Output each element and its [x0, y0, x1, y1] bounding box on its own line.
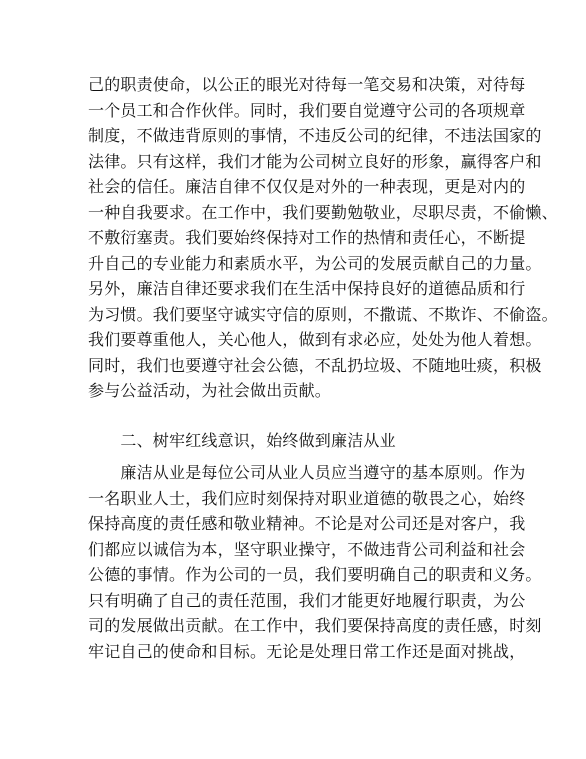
paragraph-integrity-self-discipline	[88, 72, 558, 404]
text-line: 保持高度的责任感和敬业精神。不论是对公司还是对客户，我	[88, 514, 526, 533]
text-line: 社会的信任。廉洁自律不仅仅是对外的一种表现，更是对内的	[88, 177, 526, 196]
text-line: 司的发展做出贡献。在工作中，我们要保持高度的责任感，时刻	[88, 616, 542, 635]
text-line: 参与公益活动，为社会做出贡献。	[88, 381, 332, 400]
text-line: 同时，我们也要遵守社会公德，不乱扔垃圾、不随地吐痰，积极	[88, 355, 542, 375]
section-heading-text: 二、树牢红线意识，始终做到廉洁从业	[88, 431, 396, 450]
text-line: 我们要尊重他人，关心他人，做到有求必应，处处为他人着想。	[88, 330, 542, 349]
text-line: 升自己的专业能力和素质水平，为公司的发展贡献自己的力量。	[88, 253, 542, 273]
text-line: 不敷衍塞责。我们要始终保持对工作的热情和责任心，不断提	[88, 228, 526, 247]
text-line: 为习惯。我们要坚守诚实守信的原则，不撒谎、不欺诈、不偷盗。	[88, 304, 558, 324]
text-line: 公德的事情。作为公司的一员，我们要明确自己的职责和义务。	[88, 565, 542, 584]
section-heading	[88, 428, 508, 454]
text-line: 法律。只有这样，我们才能为公司树立良好的形象，赢得客户和	[88, 151, 542, 171]
text-line: 一名职业人士，我们应时刻保持对职业道德的敬畏之心，始终	[88, 488, 526, 508]
text-line: 一个员工和合作伙伴。同时，我们要自觉遵守公司的各项规章	[88, 100, 526, 120]
text-line: 牢记自己的使命和目标。无论是处理日常工作还是面对挑战，	[88, 641, 526, 661]
paragraph-integrity-practice	[88, 460, 542, 664]
text-line: 廉洁从业是每位公司从业人员应当遵守的基本原则。作为	[88, 463, 526, 482]
text-line: 己的职责使命，以公正的眼光对待每一笔交易和决策，对待每	[88, 75, 526, 94]
text-line: 们都应以诚信为本，坚守职业操守，不做违背公司利益和社会	[88, 539, 526, 559]
text-line: 制度，不做违背原则的事情，不违反公司的纪律，不违法国家的	[88, 126, 542, 145]
text-line: 只有明确了自己的责任范围，我们才能更好地履行职责，为公	[88, 590, 526, 610]
text-line: 一种自我要求。在工作中，我们要勤勉敬业，尽职尽责，不偷懒、	[88, 202, 558, 222]
text-line: 另外，廉洁自律还要求我们在生活中保持良好的道德品质和行	[88, 279, 526, 298]
